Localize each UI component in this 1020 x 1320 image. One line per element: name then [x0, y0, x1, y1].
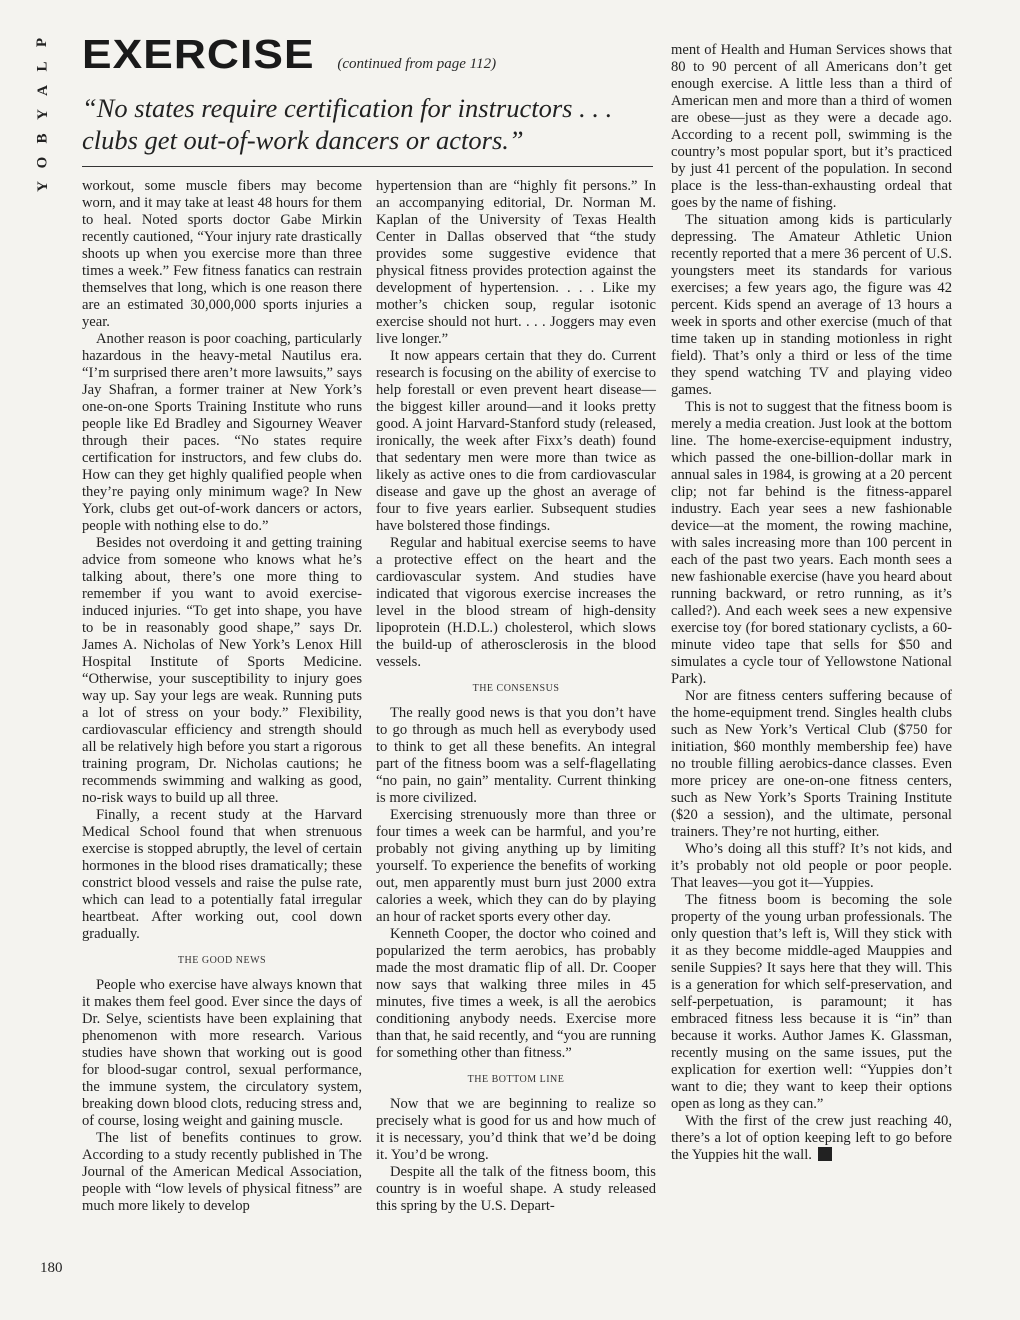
masthead-letter: A [34, 85, 51, 96]
pull-quote: “No states require certification for instructors . . . clubs get out-of-work dancers or actors.” [82, 93, 613, 155]
article-header [82, 32, 662, 76]
paragraph: Who’s doing all this stuff? It’s not kids, and it’s probably not old people or poor people. That leaves—you got it—Yuppies. [671, 841, 952, 891]
masthead-letter: O [34, 156, 51, 169]
paragraph: Finally, a recent study at the Harvard Medical School found that when strenuous exercise is stopped abruptly, the level of certain hormones in the blood rises dramatically; these constrict blood vessels and raise the pulse rate, which can lead to a potentially fatal irregular heartbeat. After working out, cool down gradually. [82, 807, 362, 942]
paragraph: People who exercise have always known that it makes them feel good. Ever since the days of Dr. Selye, scientists have been explaining that phenomenon with more research. Various studies have shown that working out is good for blood-sugar control, sexual performance, the immune system, the circulatory system, breaking down blood clots, reducing stress and, of course, losing weight and gaining muscle. [82, 977, 362, 1129]
paragraph: Now that we are beginning to realize so precisely what is good for us and how much of it is necessary, you’d think that we’d be doing it. You’d be wrong. [376, 1096, 656, 1163]
paragraph: ment of Health and Human Services shows that 80 to 90 percent of all Americans don’t get enough exercise. A little less than a third of American men and more than a third of women are obese—just as they were a decade ago. According to a recent poll, swimming is the country’s most popular sport, but it’s practiced by just 41 percent of the population. In second place is the less-than-exhausting ordeal that goes by the name of fishing. [671, 42, 952, 211]
paragraph: Another reason is poor coaching, particularly hazardous in the heavy-metal Nautilus era. “I’m surprised there aren’t more lawsuits,” says Jay Shafran, a former trainer at New York’s one-on-one Sports Training Institute who runs people like Ed Bradley and Sigourney Weaver through their paces. “No states require certification for instructors, and few clubs do. How can they get highly qualified people when they’re paying only minimum wage? In New York, clubs get out-of-work dancers or actors, people with nothing else to do.” [82, 331, 362, 534]
paragraph: The fitness boom is becoming the sole property of the young urban professionals. The only question that’s left is, Will they stick with it as they become middle-aged Mauppies and senile Suppies? It says here that they will. This is a generation for which self-preservation, and self-perpetuation, is paramount; it has embraced fitness less because it is “in” than because it works. Author James K. Glassman, recently musing on the same issues, put the explication for exertion well: “Yuppies don’t want to die; they want to keep their options open as long as they can.” [671, 892, 952, 1112]
paragraph: The list of benefits continues to grow. According to a study recently published in The Journal of the American Medical Association, people with “low levels of physical fitness” are much more likely to develop [82, 1130, 362, 1214]
masthead-letter: B [34, 133, 51, 144]
text-column-2 [376, 178, 656, 1215]
paragraph: Kenneth Cooper, the doctor who coined and popularized the term aerobics, has probably made the most dramatic flip of all. Dr. Cooper now says that walking three miles in 45 minutes, five times a week, is all the aerobics conditioning anybody needs. Exercise more than that, he said recently, and “you are running for something other than fitness.” [376, 926, 656, 1061]
paragraph: Besides not overdoing it and getting training advice from someone who knows what he’s talking about, there’s one more thing to remember if you want to avoid exercise-induced injuries. “To get into shape, you have to be in reasonably good shape,” says Dr. James A. Nicholas of New York’s Lenox Hill Hospital Institute of Sports Medicine. “Otherwise, your susceptibility to injury goes way up. Say your legs are weak. Running puts a lot of stress on your body.” Flexibility, cardiovascular efficiency and strength should all be relatively high before you start a rigorous training program, Dr. Nicholas cautions; he recommends swimming and walking as good, no-risk ways to build up all three. [82, 535, 362, 806]
article-title: EXERCISE [82, 31, 315, 77]
end-mark-icon [818, 1147, 832, 1161]
page-number: 180 [40, 1260, 63, 1276]
paragraph: hypertension than are “highly fit persons.” In an accompanying editorial, Dr. Norman M. Kaplan of the University of Texas Health Center in Dallas observed that “the study provides some suggestive evidence that physical fitness provides protection against the development of hypertension. . . . Like my mother’s chicken soup, regular isotonic exercise should not hurt. . . . Joggers may even live longer.” [376, 178, 656, 347]
continued-note: (continued from page 112) [337, 56, 497, 72]
paragraph: The really good news is that you don’t have to go through as much hell as everybody used to think to get all these benefits. An integral part of the fitness boom was a self-flagellating “no pain, no gain” mentality. Current thinking is more civilized. [376, 705, 656, 806]
paragraph: It now appears certain that they do. Current research is focusing on the ability of exercise to help forestall or even prevent heart disease—the biggest killer around—and it looks pretty good. A joint Harvard-Stanford study (released, ironically, the week after Fixx’s death) found that sedentary men were more than twice as likely as active ones to die from cardiovascular disease and gave up the ghost an average of four to five years earlier. Subsequent studies have bolstered those findings. [376, 348, 656, 534]
paragraph-final [671, 1113, 952, 1164]
paragraph: workout, some muscle fibers may become worn, and it may take at least 48 hours for them to heal. Noted sports doctor Gabe Mirkin recently cautioned, “Your injury rate drastically shoots up when you exercise more than three times a week.” Few fitness fanatics can restrain themselves that long, which is one reason there are an estimated 30,000,000 sports injuries a year. [82, 178, 362, 330]
masthead-letter: P [34, 37, 51, 48]
masthead-letter: L [34, 61, 51, 72]
masthead-letter: Y [34, 181, 51, 192]
paragraph: The situation among kids is particularly depressing. The Amateur Athletic Union recently reported that a mere 36 percent of U.S. youngsters meet its standards for various exercises; a few years ago, the figure was 42 percent. Kids spend an average of 13 hours a week in sports and other exercise (much of that time taken up in standing motionless in right field). That’s only a third or less of the time they spend watching TV and playing video games. [671, 212, 952, 398]
paragraph: Nor are fitness centers suffering because of the home-equipment trend. Singles health clubs such as New York’s Vertical Club ($750 for initiation, $60 monthly membership fee) have no trouble filling aerobics-dance classes. Even more pricey are one-on-one fitness centers, such as New York’s Sports Training Institute ($20 a session), and the ultimate, personal trainers. They’re not hurting, either. [671, 688, 952, 840]
vertical-masthead [30, 35, 56, 194]
section-heading: THE BOTTOM LINE [467, 1074, 565, 1085]
paragraph: Regular and habitual exercise seems to have a protective effect on the heart and the cardiovascular system. And studies have indicated that vigorous exercise increases the level in the blood stream of high-density lipoprotein (H.D.L.) cholesterol, which slows the build-up of atherosclerosis in the blood vessels. [376, 535, 656, 670]
text-column-3 [671, 42, 952, 1164]
header-divider [82, 166, 653, 167]
paragraph: Despite all the talk of the fitness boom, this country is in woeful shape. A study released this spring by the U.S. Depart- [376, 1164, 656, 1214]
text-column-1 [82, 178, 362, 1215]
paragraph: This is not to suggest that the fitness boom is merely a media creation. Just look at the bottom line. The home-exercise-equipment industry, which passed the one-billion-dollar mark in annual sales in 1984, is growing at a 20 percent clip; not far behind is the fitness-apparel industry. Each year sees a new fashionable device—at the moment, the rowing machine, with sales increasing more than 100 percent in each of the past two years. Each month sees a new fashionable exercise (have you heard about running backward, or retro running, as it’s called?). And each week sees a new expensive exercise toy (for bored stationary cyclists, a 60-minute video tape that sells for $50 and simulates a cycle tour of Yellowstone National Park). [671, 399, 952, 687]
section-heading: THE CONSENSUS [472, 683, 560, 694]
masthead-letter: Y [34, 109, 51, 120]
paragraph: Exercising strenuously more than three or four times a week can be harmful, and you’re probably not giving anything up by limiting yourself. To experience the benefits of working out, men apparently must burn just 2000 extra calories a week, which they can do by playing an hour of racket sports every other day. [376, 807, 656, 925]
paragraph-text: With the first of the crew just reaching 40, there’s a lot of option keeping left to go before the Yuppies hit the wall. [671, 1113, 952, 1163]
section-heading: THE GOOD NEWS [177, 955, 267, 966]
